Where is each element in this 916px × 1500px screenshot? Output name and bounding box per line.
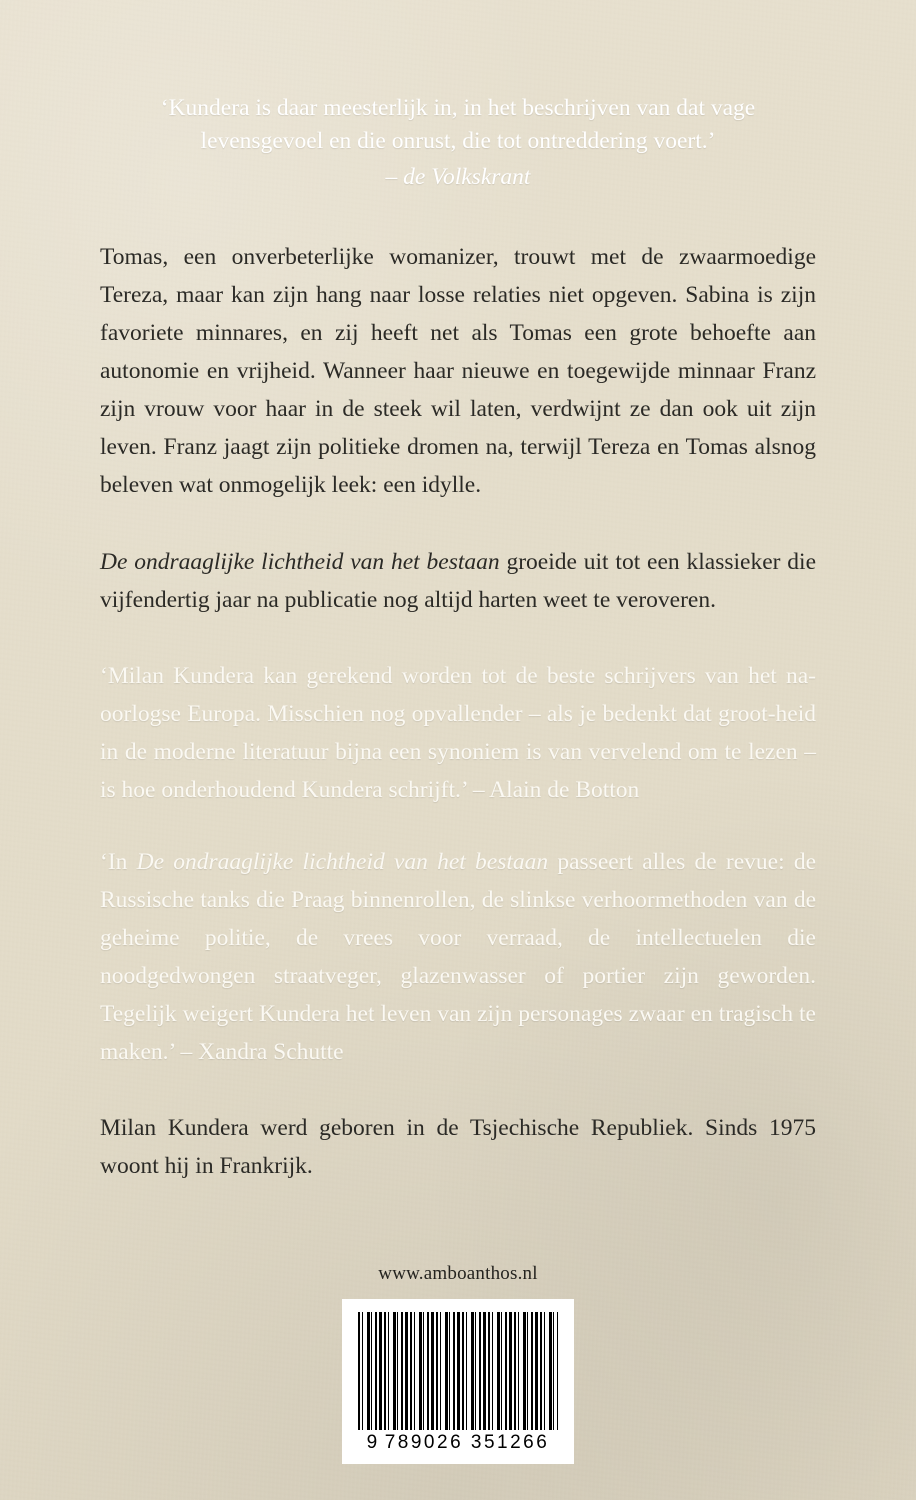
barcode-bars [358, 1312, 558, 1430]
schutte-review-quote [100, 843, 816, 1071]
spacer [100, 1071, 816, 1109]
top-review-quote-source: – de Volkskrant [385, 163, 531, 190]
book-title-italic: De ondraaglijke lichtheid van het bestaan [136, 848, 549, 875]
author-bio-paragraph: Milan Kundera werd geboren in de Tsjechische Republiek. Sinds 1975 woont hij in Frankrijk. [100, 1115, 816, 1180]
isbn-digits: 789026 351266 [384, 1432, 550, 1453]
spacer [100, 194, 816, 238]
top-review-quote [100, 0, 816, 194]
barcode [342, 1299, 574, 1464]
top-review-quote-text: ‘Kundera is daar meesterlijk in, in het beschrijven van dat vage levensgevoel en die onrust, die tot ontreddering voert.’ [160, 95, 756, 155]
spacer [0, 1464, 916, 1500]
cover-footer [0, 1263, 916, 1500]
publisher-website[interactable]: www.amboanthos.nl [378, 1263, 538, 1284]
synopsis-paragraph: Tomas, een onverbeterlijke womanizer, trouwt met de zwaarmoedige Tereza, maar kan zijn hang naar losse relaties niet opgeven. Sabina is zijn favoriete minnares, en zij heeft net als Tomas een grote behoefte aan autonomie en vrijheid. Wanneer haar nieuwe en toegewijde minnaar Franz zijn vrouw voor haar in de steek wil laten, verdwijnt ze dan ook uit zijn leven. Franz jaagt zijn politieke dromen na, terwijl Tereza en Tomas alsnog beleven wat onmogelijk leek: een idylle. [100, 244, 816, 499]
book-title-italic: De ondraaglijke lichtheid van het bestaan [100, 548, 500, 575]
spacer [100, 505, 816, 543]
schutte-quote-lead: ‘In [100, 848, 137, 875]
spacer [100, 619, 816, 657]
classic-line-paragraph [100, 543, 816, 619]
classic-line-rest: groeide uit tot een klassieker die vijfendertig jaar na publicatie nog altijd harten weet te veroveren. [100, 548, 817, 613]
schutte-quote-rest: passeert alles de revue: de Russische tanks die Praag binnenrollen, de slinkse verhoormethoden van de geheime politie, de vrees voor verraad, de intellectuelen die noodgedwongen straatveger, glazenwasser of portier zijn geworden. Tegelijk weigert Kundera het leven van zijn personages zwaar en tragisch te maken.’ – Xandra Schutte [100, 848, 817, 1066]
isbn-lead-digit: 9 [366, 1432, 380, 1453]
botton-review-quote: ‘Milan Kundera kan gerekend worden tot de beste schrijvers van het na-oorlogse Europa. Misschien nog opvallender – als je bedenkt dat groot-heid in de moderne literatuur bijna een synoniem is van vervelend om te lezen – is hoe onderhoudend Kundera schrijft.’ – Alain de Botton [100, 662, 816, 803]
isbn-number [358, 1430, 558, 1458]
spacer [100, 809, 816, 843]
